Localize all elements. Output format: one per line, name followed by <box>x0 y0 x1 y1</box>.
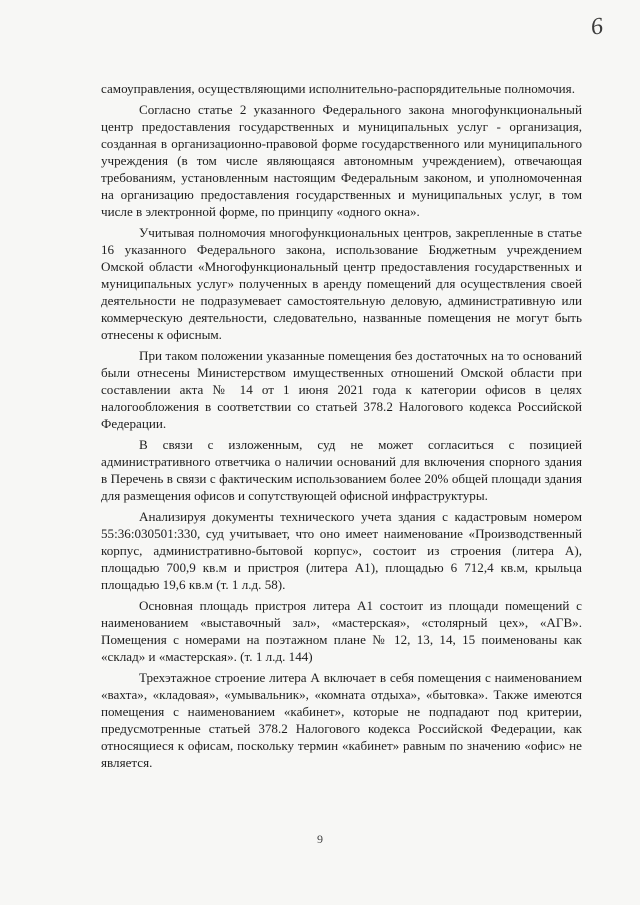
paragraph: Согласно статье 2 указанного Федерального закона многофункциональный центр предоставления государственных и муниципальных услуг - организация, созданная в организационно-правовой форме государственного или муниципального учреждения (в том числе являющаяся автономным учреждением), отвечающая требованиям, установленным настоящим Федеральным законом, и уполномоченная на организацию предоставления государственных и муниципальных услуг, в том числе в электронной форме, по принципу «одного окна». <box>101 102 582 219</box>
paragraph: В связи с изложенным, суд не может согласиться с позицией административного ответчика о наличии оснований для включения спорного здания в Перечень в связи с фактическим использованием более 20% общей площади здания для размещения офисов и сопутствующей офисной инфраструктуры. <box>101 437 582 503</box>
paragraph: Трехэтажное строение литера А включает в себя помещения с наименованием «вахта», «кладовая», «умывальник», «комната отдыха», «бытовка». Также имеются помещения с наименованием «кабинет», которые не подпадают под критерии, предусмотренные статьей 378.2 Налогового кодекса Российской Федерации, как относящиеся к офисам, поскольку термин «кабинет» равным по значению «офис» не является. <box>101 670 582 770</box>
paragraph: Анализируя документы технического учета здания с кадастровым номером 55:36:030501:330, суд учитывает, что оно имеет наименование «Производственный корпус, административно-бытовой корпус», состоит из строения (литера А), площадью 700,9 кв.м и пристроя (литера А1), площадью 6 712,4 кв.м, крыльца площадью 19,6 кв.м (т. 1 л.д. 58). <box>101 509 582 592</box>
paragraph: При таком положении указанные помещения без достаточных на то оснований были отнесены Министерством имущественных отношений Омской области при составлении акта № 14 от 1 июня 2021 года к категории офисов в целях налогообложения в соответствии со статьей 378.2 Налогового кодекса Российской Федерации. <box>101 348 582 431</box>
page-number: 9 <box>317 832 323 846</box>
document-body <box>101 80 582 775</box>
paragraph: самоуправления, осуществляющими исполнительно-распорядительные полномочия. <box>101 81 575 96</box>
paragraph: Основная площадь пристроя литера А1 состоит из площади помещений с наименованием «выставочный зал», «мастерская», «столярный цех», «АГВ». Помещения с номерами на поэтажном плане № 12, 13, 14, 15 поименованы как «склад» и «мастерская». (т. 1 л.д. 144) <box>101 598 582 664</box>
paragraph: Учитывая полномочия многофункциональных центров, закрепленные в статье 16 указанного Федерального закона, использование Бюджетным учреждением Омской области «Многофункциональный центр предоставления государственных и муниципальных услуг» полученных в аренду помещений для осуществления своей деятельности не подразумевает самостоятельную деловую, административную или коммерческую деятельности, следовательно, названные помещения не могут быть отнесены к офисным. <box>101 225 582 342</box>
handwritten-page-mark: 6 <box>589 13 605 41</box>
